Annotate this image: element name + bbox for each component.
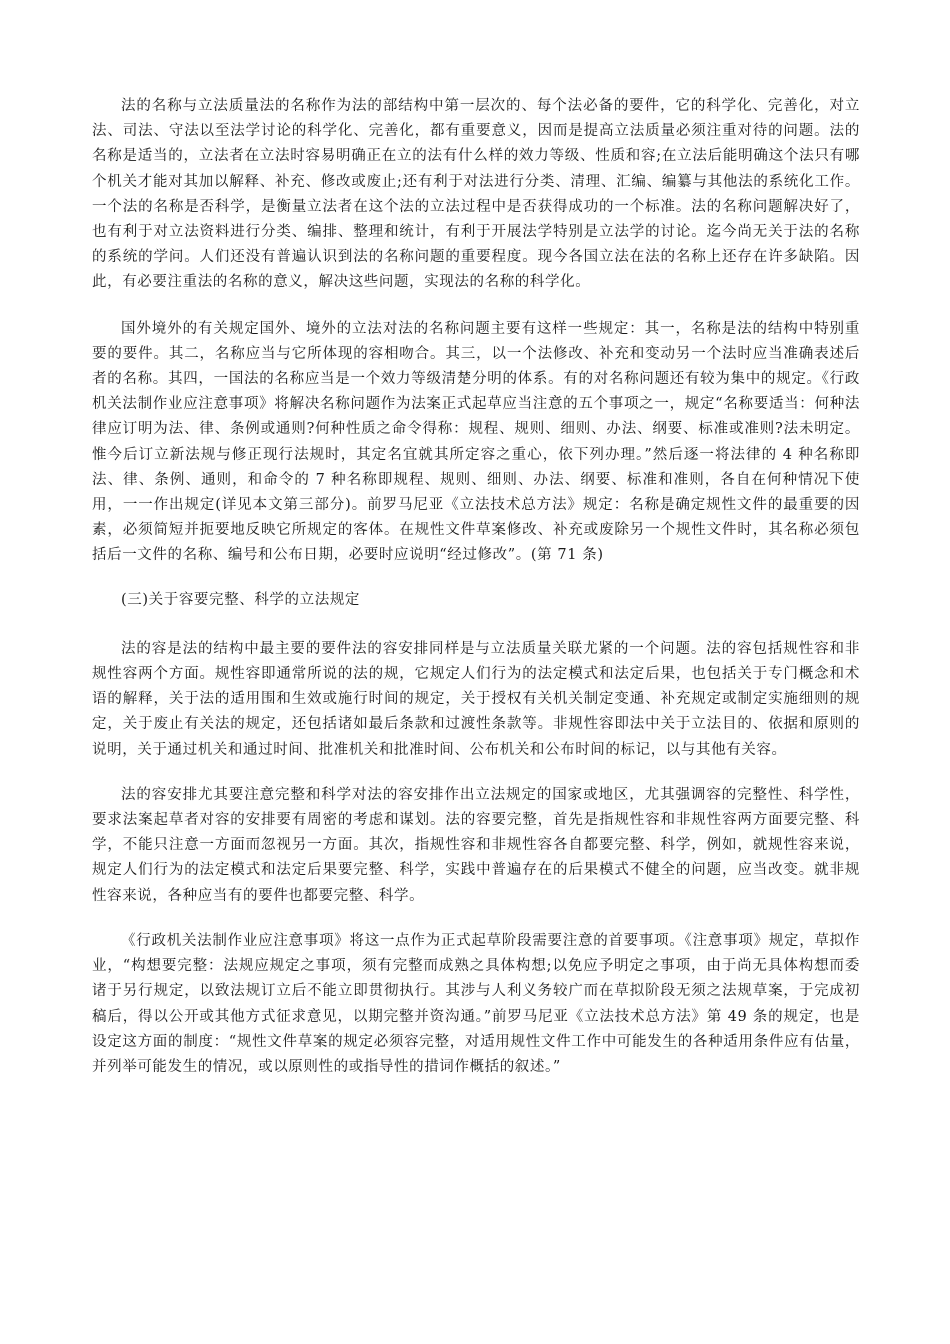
paragraph-name-quality: 法的名称与立法质量法的名称作为法的部结构中第一层次的、每个法必备的要件，它的科学化、完善化，对立法、司法、守法以至法学讨论的科学化、完善化，都有重要意义，因而是提高立法质量必须注重对待的问题。法的名称是适当的，立法者在立法时容易明确正在立的法有什么样的效力等级、性质和容;在立法后能明确这个法只有哪个机关才能对其加以解释、补充、修改或废止;还有利于对法进行分类、清理、汇编、编纂与其他法的系统化工作。一个法的名称是否科学，是衡量立法者在这个法的立法过程中是否获得成功的一个标准。法的名称问题解决好了，也有利于对立法资料进行分类、编排、整理和统计，有利于开展法学特别是立法学的讨论。迄今尚无关于法的名称的系统的学问。人们还没有普遍认识到法的名称问题的重要程度。现今各国立法在法的名称上还存在许多缺陷。因此，有必要注重法的名称的意义，解决这些问题，实现法的名称的科学化。 xyxy=(92,98,860,291)
document-page xyxy=(92,94,860,1080)
paragraph-foreign-provisions: 国外境外的有关规定国外、境外的立法对法的名称问题主要有这样一些规定：其一，名称是法的结构中特别重要的要件。其二，名称应当与它所体现的容相吻合。其三，以一个法修改、补充和变动另一个法时应当准确表述后者的名称。其四，一国法的名称应当是一个效力等级清楚分明的体系。有的对名称问题还有较为集中的规定。《行政机关法制作业应注意事项》将解决名称问题作为法案正式起草应当注意的五个事项之一，规定“名称要适当：何种法律应订明为法、律、条例或通则?何种性质之命令得称：规程、规则、细则、办法、纲要、标准或准则?法未明定。惟今后订立新法规与修正现行法规时，其定名宜就其所定容之重心，依下列办理。”然后逐一将法律的 4 种名称即法、律、条例、通则，和命令的 7 种名称即规程、规则、细则、办法、纲要、标准和准则，各自在何种情况下使用，一一作出规定(详见本文第三部分)。前罗马尼亚《立法技术总方法》规定：名称是确定规性文件的最重要的因素，必须简短并扼要地反映它所规定的客体。在规性文件草案修改、补充或废除另一个规性文件时，其名称必须包括后一文件的名称、编号和公布日期，必要时应说明“经过修改”。(第 71 条) xyxy=(92,320,860,564)
paragraph-content-completeness: 法的容安排尤其要注意完整和科学对法的容安排作出立法规定的国家或地区，尤其强调容的完整性、科学性，要求法案起草者对容的安排要有周密的考虑和谋划。法的容要完整，首先是指规性容和非规性容两方面要完整、科学，不能只注意一方面而忽视另一方面。其次，指规性容和非规性容各自都要完整、科学，例如，就规性容来说，规定人们行为的法定模式和法定后果要完整、科学，实践中普遍存在的后果模式不健全的问题，应当改变。就非规性容来说，各种应当有的要件也都要完整、科学。 xyxy=(92,786,860,904)
paragraph-drafting-notes: 《行政机关法制作业应注意事项》将这一点作为正式起草阶段需要注意的首要事项。《注意事项》规定，草拟作业，“构想要完整：法规应规定之事项，须有完整而成熟之具体构想;以免应予明定之事项，由于尚无具体构想而委诸于另行规定，以致法规订立后不能立即贯彻执行。其涉与人利义务较广而在草拟阶段无须之法规草案，于完成初稿后，得以公开或其他方式征求意见，以期完整并资沟通。”前罗马尼亚《立法技术总方法》第 49 条的规定，也是设定这方面的制度：“规性文件草案的规定必须容完整，对适用规性文件工作中可能发生的各种适用条件应有估量，并列举可能发生的情况，或以原则性的或指导性的措词作概括的叙述。” xyxy=(92,932,860,1075)
section-heading: (三)关于容要完整、科学的立法规定 xyxy=(121,591,361,608)
paragraph-content-structure: 法的容是法的结构中最主要的要件法的容安排同样是与立法质量关联尤紧的一个问题。法的容包括规性容和非规性容两个方面。规性容即通常所说的法的规，它规定人们行为的法定模式和法定后果，也包括关于专门概念和术语的解释，关于法的适用围和生效或施行时间的规定，关于授权有关机关制定变通、补充规定或制定实施细则的规定，关于废止有关法的规定，还包括诸如最后条款和过渡性条款等。非规性容即法中关于立法目的、依据和原则的说明，关于通过机关和通过时间、批准机关和批准时间、公布机关和公布时间的标记，以与其他有关容。 xyxy=(92,640,860,758)
